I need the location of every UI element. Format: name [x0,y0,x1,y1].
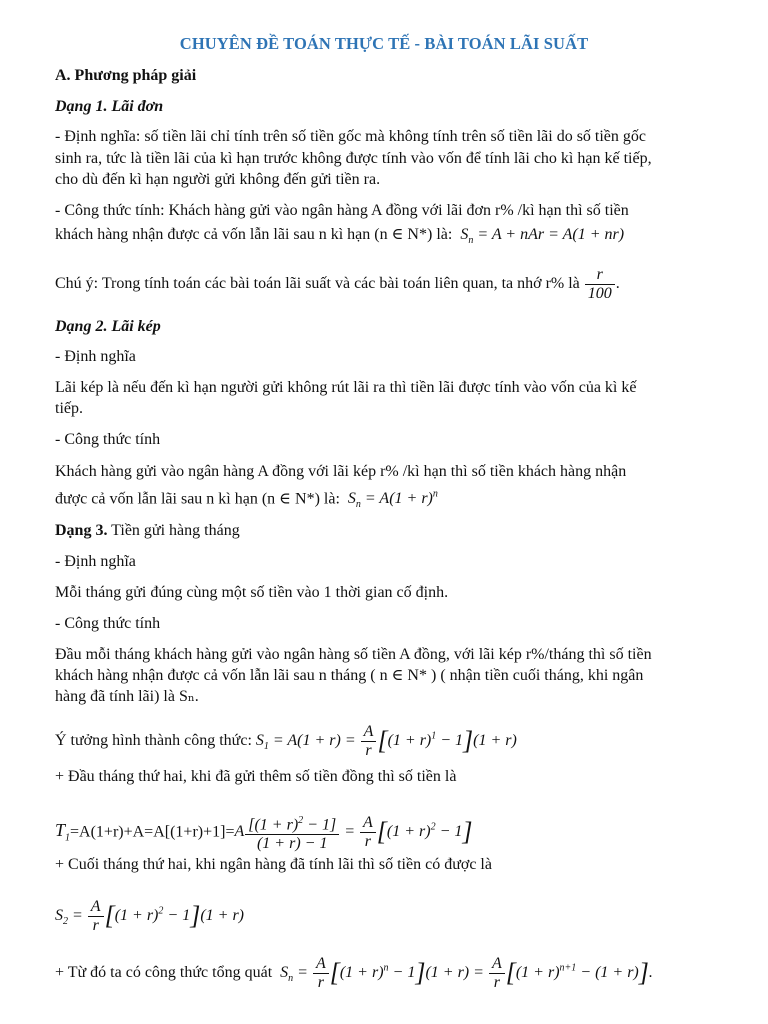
dang1-formula-line-2 [55,225,624,251]
general-formula: $S_n$ = $\frac{A}{r}$ $[(1 + r)^n - 1](1 + r)$ = $\frac{A}{r}$ $[(1 + r)^{n+1} - (1 + r)]$. [276,955,653,991]
general-formula-line [55,955,653,992]
page-title: CHUYÊN ĐỀ TOÁN THỰC TẾ - BÀI TOÁN LÃI SUẤT [179,34,589,53]
t1-text: =A(1+r)+A=A[(1+r)+1]= [70,823,235,841]
s2-formula: $S_2$ = $\frac{A}{r}$ $[(1 + r)^2 - 1](1 + r)$ [55,898,244,934]
s1-formula: $S_1 = A(1 + r)$ = $\frac{A}{r}$ $[(1 + r)^1 - 1](1 + r)$ [255,723,517,759]
t1-line [55,812,473,853]
compound-interest-formula: $S_n = A(1 + r)^n$ [343,489,438,511]
month2-start-line: + Đầu tháng thứ hai, khi đã gửi thêm số tiền đồng thì số tiền là [55,768,457,785]
dang3-formula-line-2: khách hàng nhận được cả vốn lẫn lãi sau n tháng ( n ∈ N* ) ( nhận tiền cuối tháng, khi ngân [55,667,644,684]
dang2-formula-text: được cả vốn lẫn lãi sau n kì hạn (n ∈ N*) là: [55,490,340,508]
simple-interest-formula: $S_n = A$ + nAr = A(1 + nr) [456,226,625,247]
dang3-heading-rest: Tiền gửi hàng tháng [107,522,240,539]
idea-line [55,723,517,760]
dang2-formula-label: - Công thức tính [55,431,161,448]
dang1-formula-line-1: - Công thức tính: Khách hàng gửi vào ngân hàng A đồng với lãi đơn r% /kì hạn thì số tiền [55,202,629,219]
dang1-def-line-1: - Định nghĩa: số tiền lãi chỉ tính trên số tiền gốc mà không tính trên số tiền lãi do số tiền gốc [55,128,647,145]
dang2-formula-line-2 [55,485,438,516]
dang1-def-line-2: sinh ra, tức là tiền lãi của kì hạn trước không được tính vào vốn để tính lãi cho kì hạn kế tiếp, [55,150,652,167]
r-over-100-fraction: $\frac{r}{100}$ [585,266,615,303]
dang1-note-text: Chú ý: Trong tính toán các bài toán lãi suất và các bài toán liên quan, ta nhớ r% là [55,275,580,293]
dang3-heading [55,521,240,541]
dang3-formula-line-3: hàng đã tính lãi) là Sₙ. [55,688,199,705]
dang1-def-line-3: cho dù đến kì hạn người gửi không đến gửi tiền ra. [55,171,381,188]
dang2-def-label: - Định nghĩa [55,348,136,365]
month2-end-line: + Cuối tháng thứ hai, khi ngân hàng đã tính lãi thì số tiền có được là [55,856,492,873]
dang2-def-line-1: Lãi kép là nếu đến kì hạn người gửi không rút lãi ra thì tiền lãi được tính vào vốn của kì kế [55,379,637,396]
dang3-def-line-1: Mỗi tháng gửi đúng cùng một số tiền vào 1 thời gian cố định. [55,584,449,601]
dang3-heading-bold: Dạng 3. [55,522,108,539]
t1-formula: A $\frac{[(1 + r)^2 - 1]}{(1 + r) - 1}$ = $\frac{A}{r}$ $[(1 + r)^2 - 1]$ [234,823,472,840]
dang2-heading: Dạng 2. Lãi kép [55,318,161,335]
section-a-heading: A. Phương pháp giải [55,67,197,84]
dang3-formula-line-1: Đầu mỗi tháng khách hàng gửi vào ngân hàng số tiền A đồng, với lãi kép r%/tháng thì số tiền [55,646,652,663]
dang3-def-label: - Định nghĩa [55,553,136,570]
dang1-note: Chú ý: Trong tính toán các bài toán lãi suất và các bài toán liên quan, ta nhớ r% là $\frac{r}{100}$ . [55,266,620,302]
dang2-def-line-2: tiếp. [55,400,83,417]
general-text: + Từ đó ta có công thức tổng quát [55,964,273,982]
t1-symbol: $T_1$ [55,820,71,844]
dang1-formula-text: khách hàng nhận được cả vốn lẫn lãi sau n kì hạn (n ∈ N*) là: [55,226,453,243]
dang2-formula-line-1: Khách hàng gửi vào ngân hàng A đồng với lãi kép r% /kì hạn thì số tiền khách hàng nhận [55,463,627,480]
idea-text: Ý tưởng hình thành công thức: [55,732,252,750]
dang1-heading: Dạng 1. Lãi đơn [55,98,164,115]
dang3-formula-label: - Công thức tính [55,615,161,632]
